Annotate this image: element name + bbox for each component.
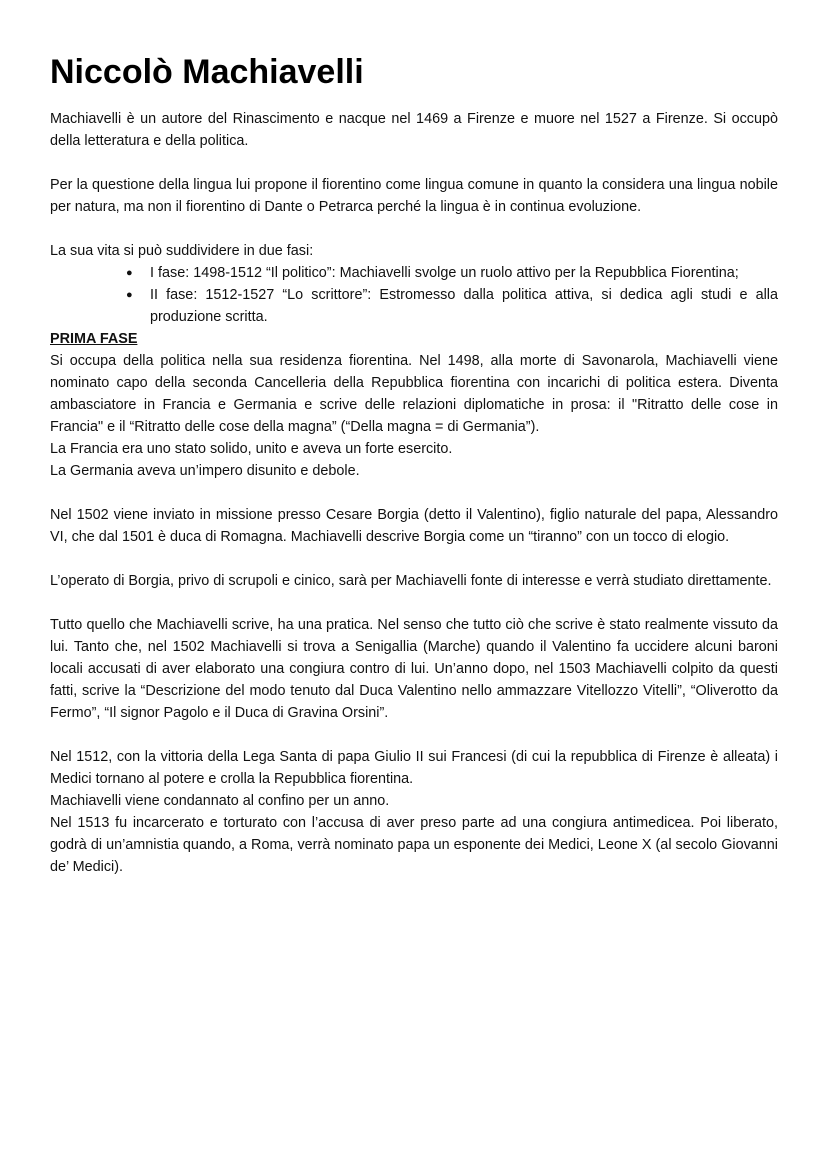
section-paragraph: Nel 1512, con la vittoria della Lega Santa di papa Giulio II sui Francesi (di cui la repubblica di Firenze è alleata) i Medici tornano al potere e crolla la Repubblica fiorentina.	[50, 749, 778, 787]
list-item: ● I fase: 1498-1512 “Il politico”: Machiavelli svolge un ruolo attivo per la Repubblica Fiorentina;	[150, 262, 778, 284]
paragraph-gap	[50, 724, 778, 746]
intro-paragraph: Machiavelli è un autore del Rinascimento e nacque nel 1469 a Firenze e muore nel 1527 a Firenze. Si occupò della letteratura e della politica.	[50, 111, 778, 149]
phases-list	[50, 262, 778, 328]
paragraph-gap	[50, 548, 778, 570]
phases-intro: La sua vita si può suddividere in due fasi:	[50, 243, 314, 259]
paragraph-gap	[50, 152, 778, 174]
paragraph-gap	[50, 482, 778, 504]
list-item: ● II fase: 1512-1527 “Lo scrittore”: Estromesso dalla politica attiva, si dedica agli studi e alla produzione scritta.	[150, 284, 778, 328]
document-page	[50, 50, 778, 878]
section-paragraph: La Germania aveva un’impero disunito e debole.	[50, 463, 360, 479]
section-paragraph: La Francia era uno stato solido, unito e aveva un forte esercito.	[50, 441, 453, 457]
section-paragraph: Si occupa della politica nella sua residenza fiorentina. Nel 1498, alla morte di Savonarola, Machiavelli viene nominato capo della seconda Cancelleria della Repubblica fiorentina con incarichi di politica estera. Diventa ambasciatore in Francia e Germania e scrive delle relazioni diplomatiche in prosa: il "Ritratto delle cose in Francia" e il “Ritratto delle cose della magna” (“Della magna = di Germania”).	[50, 353, 778, 435]
section-paragraph: Machiavelli viene condannato al confino per un anno.	[50, 793, 390, 809]
section-paragraph: Nel 1502 viene inviato in missione presso Cesare Borgia (detto il Valentino), figlio naturale del papa, Alessandro VI, che dal 1501 è duca di Romagna. Machiavelli descrive Borgia come un “tiranno” con un tocco di elogio.	[50, 507, 778, 545]
paragraph-gap	[50, 592, 778, 614]
language-paragraph: Per la questione della lingua lui propone il fiorentino come lingua comune in quanto la considera una lingua nobile per natura, ma non il fiorentino di Dante o Petrarca perché la lingua è in continua evoluzione.	[50, 177, 778, 215]
section-paragraph: L’operato di Borgia, privo di scrupoli e cinico, sarà per Machiavelli fonte di interesse e verrà studiato direttamente.	[50, 573, 772, 589]
section-paragraph: Tutto quello che Machiavelli scrive, ha una pratica. Nel senso che tutto ciò che scrive è stato realmente vissuto da lui. Tanto che, nel 1502 Machiavelli si trova a Senigallia (Marche) quando il Valentino fa uccidere alcuni baroni locali accusati di aver elaborato una congiura contro di lui. Un’anno dopo, nel 1503 Machiavelli colpito da questi fatti, scrive la “Descrizione del modo tenuto dal Duca Valentino nello ammazzare Vitellozzo Vitelli”, “Oliverotto da Fermo”, “Il signor Pagolo e il Duca di Gravina Orsini”.	[50, 617, 778, 721]
page-title: Niccolò Machiavelli	[50, 53, 364, 91]
section-heading: PRIMA FASE	[50, 331, 138, 347]
paragraph-gap	[50, 218, 778, 240]
section-paragraph: Nel 1513 fu incarcerato e torturato con l’accusa di aver preso parte ad una congiura antimedicea. Poi liberato, godrà di un’amnistia quando, a Roma, verrà nominato papa un esponente dei Medici, Leone X (al secolo Giovanni de’ Medici).	[50, 815, 778, 875]
